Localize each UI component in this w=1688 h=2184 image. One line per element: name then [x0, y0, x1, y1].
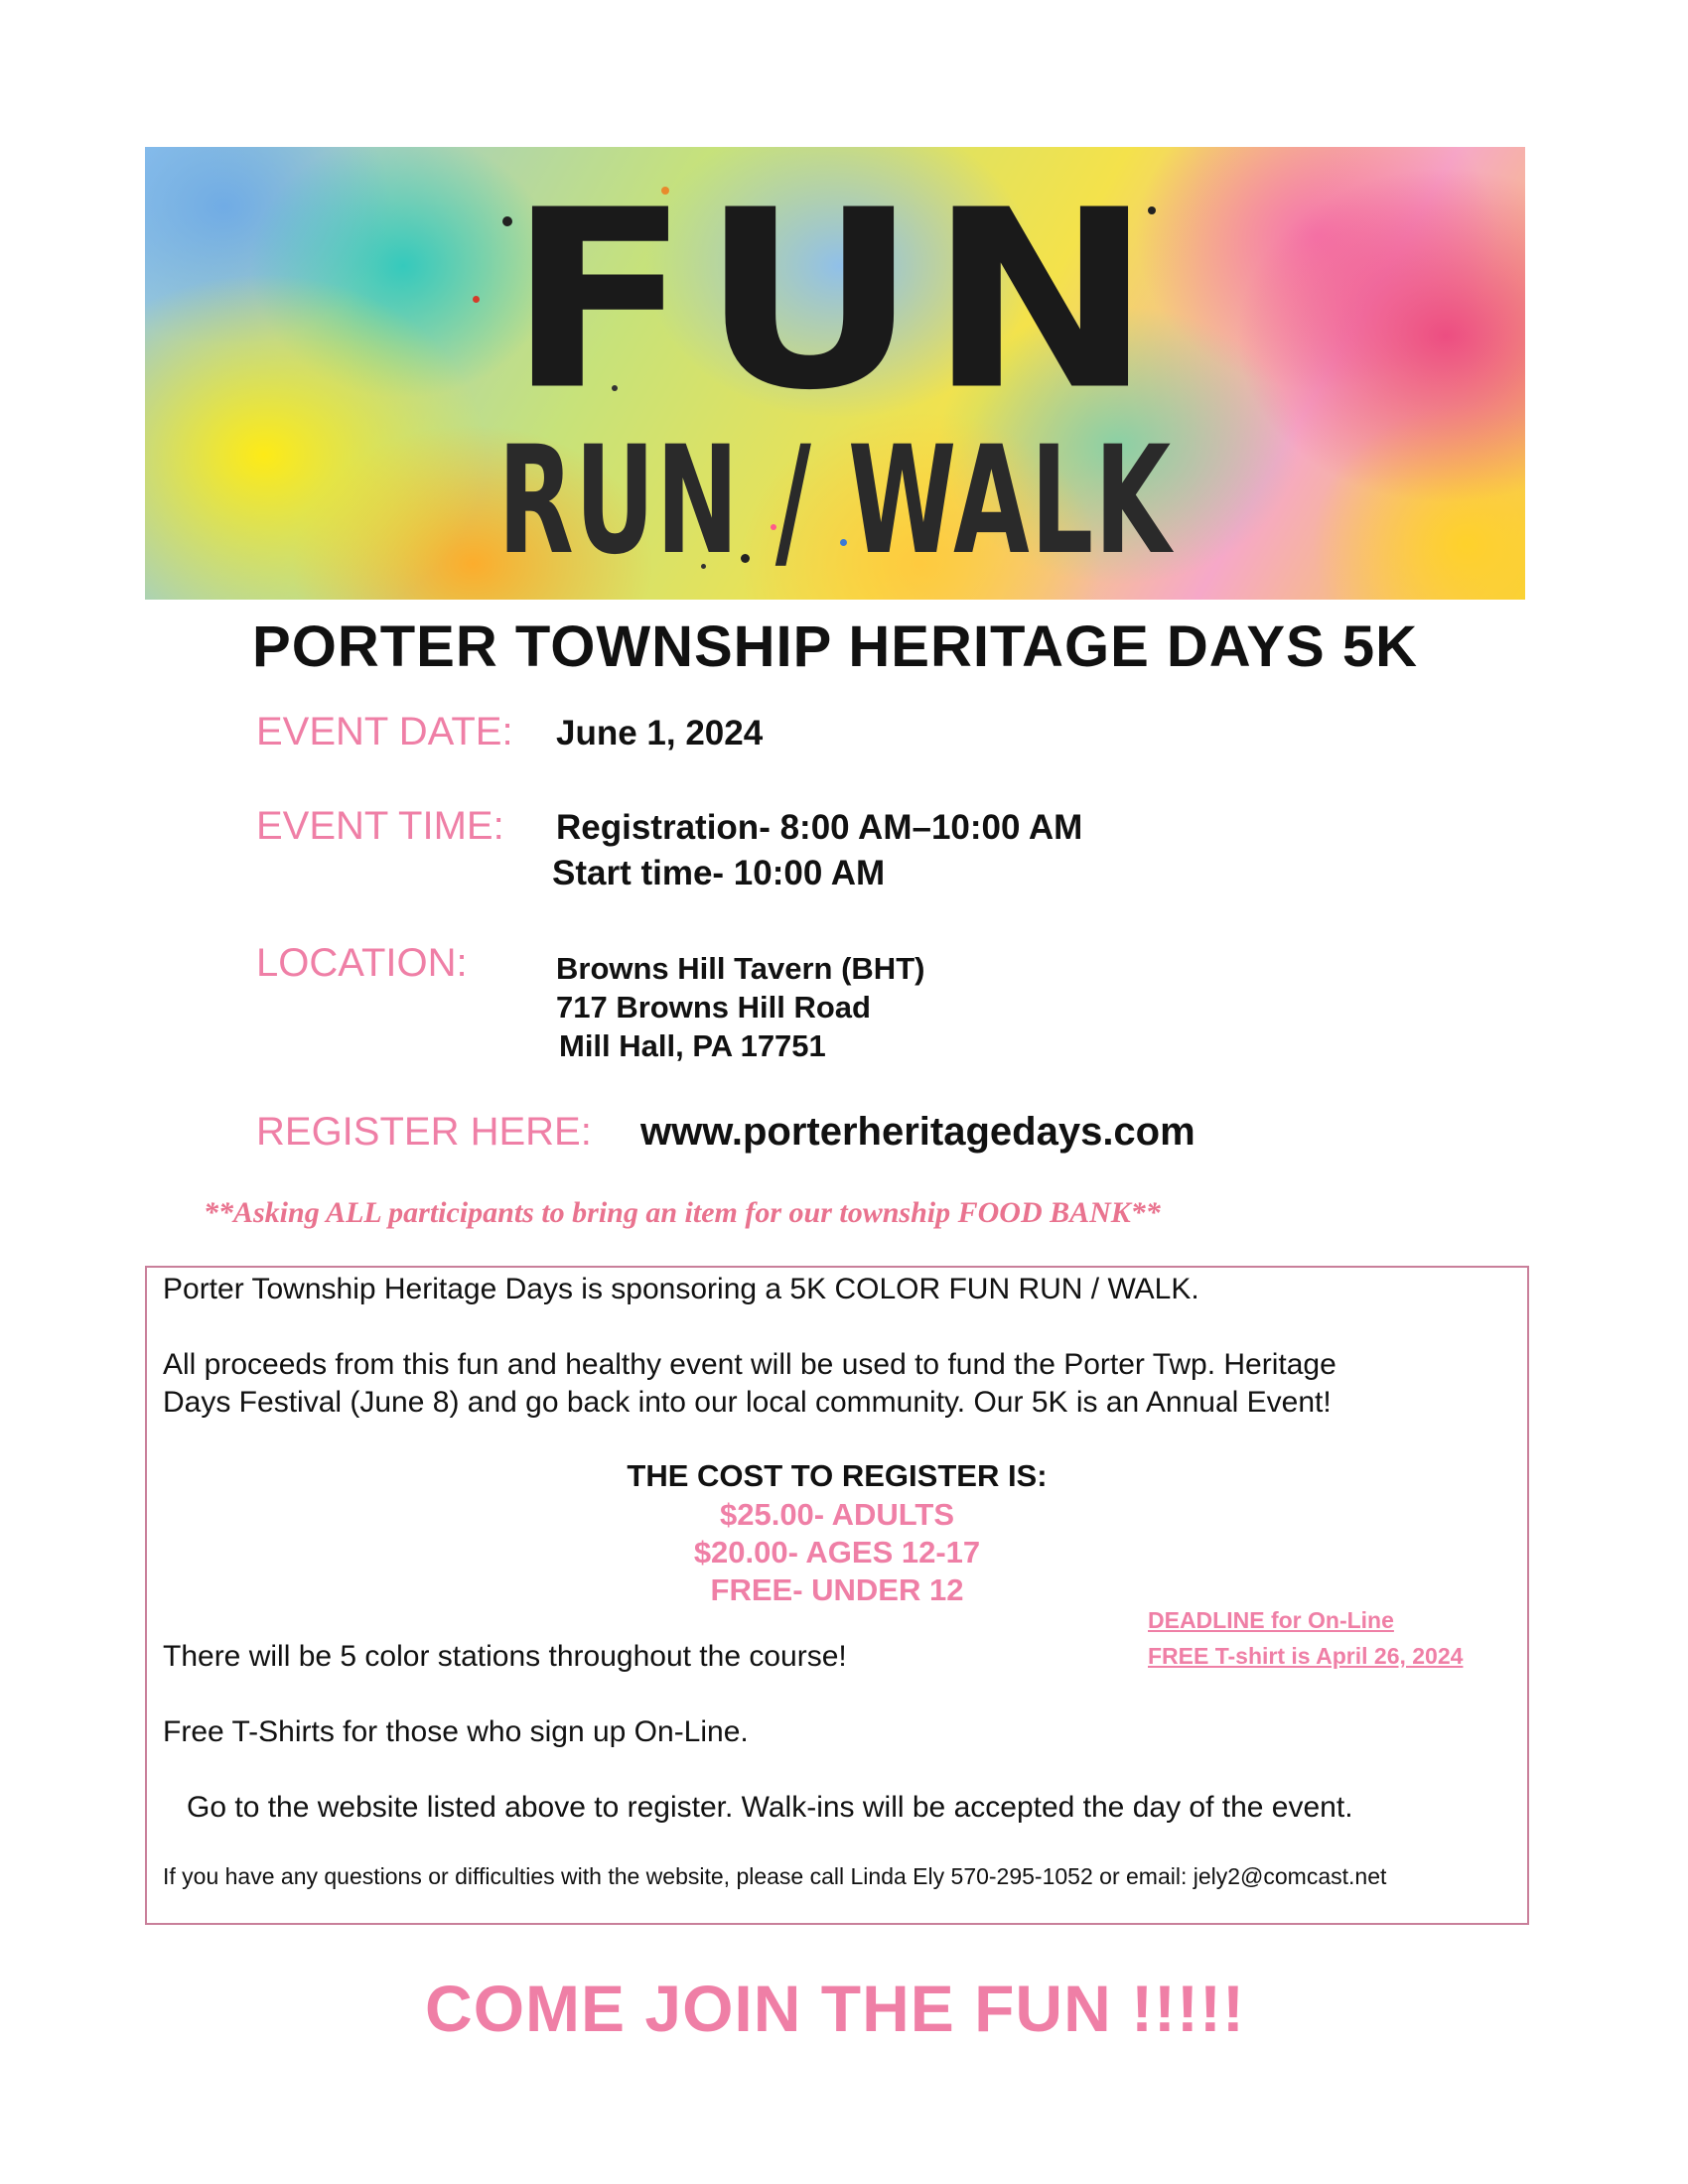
event-time-registration: Registration- 8:00 AM–10:00 AM: [556, 808, 1083, 847]
fun-run-walk-banner: [145, 147, 1525, 600]
location-venue: Browns Hill Tavern (BHT): [556, 951, 925, 986]
location-street: 717 Browns Hill Road: [556, 990, 871, 1024]
tshirt-deadline-line2: FREE T-shirt is April 26, 2024: [1148, 1643, 1464, 1669]
proceeds-text-line1: All proceeds from this fun and healthy event will be used to fund the Porter Twp. Heritage: [163, 1348, 1336, 1381]
event-date-label: EVENT DATE:: [256, 710, 513, 753]
location-label: LOCATION:: [256, 941, 468, 985]
price-teens: $20.00- AGES 12-17: [693, 1535, 981, 1570]
cost-heading: THE COST TO REGISTER IS:: [627, 1458, 1048, 1493]
come-join-heading: COME JOIN THE FUN !!!!!: [425, 1972, 1245, 2045]
tshirt-deadline-line1: DEADLINE for On-Line: [1148, 1607, 1394, 1633]
register-website-link[interactable]: www.porterheritagedays.com: [640, 1110, 1196, 1154]
event-time-label: EVENT TIME:: [256, 804, 504, 848]
sponsor-text: Porter Township Heritage Days is sponsoring a 5K COLOR FUN RUN / WALK.: [163, 1273, 1199, 1305]
register-label: REGISTER HERE:: [256, 1110, 592, 1154]
free-tshirts-text: Free T-Shirts for those who sign up On-Line.: [163, 1715, 749, 1748]
event-info-box: [145, 1266, 1529, 1925]
contact-text: If you have any questions or difficulties with the website, please call Linda Ely 570-295-1052 or email: jely2@comcast.net: [163, 1863, 1387, 1889]
location-city: Mill Hall, PA 17751: [559, 1028, 826, 1063]
event-time-start: Start time- 10:00 AM: [552, 854, 886, 892]
price-adults: $25.00- ADULTS: [719, 1497, 954, 1532]
banner-fun-heading: FUN: [507, 156, 1163, 445]
price-children: FREE- UNDER 12: [710, 1572, 964, 1607]
proceeds-text-line2: Days Festival (June 8) and go back into our local community. Our 5K is an Annual Event!: [163, 1386, 1332, 1419]
website-register-text: Go to the website listed above to register. Walk-ins will be accepted the day of the event.: [187, 1791, 1353, 1824]
banner-run-walk-heading: RUN / WALK: [497, 415, 1173, 588]
event-date-value: June 1, 2024: [556, 714, 764, 752]
color-stations-text: There will be 5 color stations throughout the course!: [163, 1640, 847, 1673]
event-title: PORTER TOWNSHIP HERITAGE DAYS 5K: [252, 614, 1418, 679]
food-bank-note: **Asking ALL participants to bring an item for our township FOOD BANK**: [204, 1196, 1161, 1229]
